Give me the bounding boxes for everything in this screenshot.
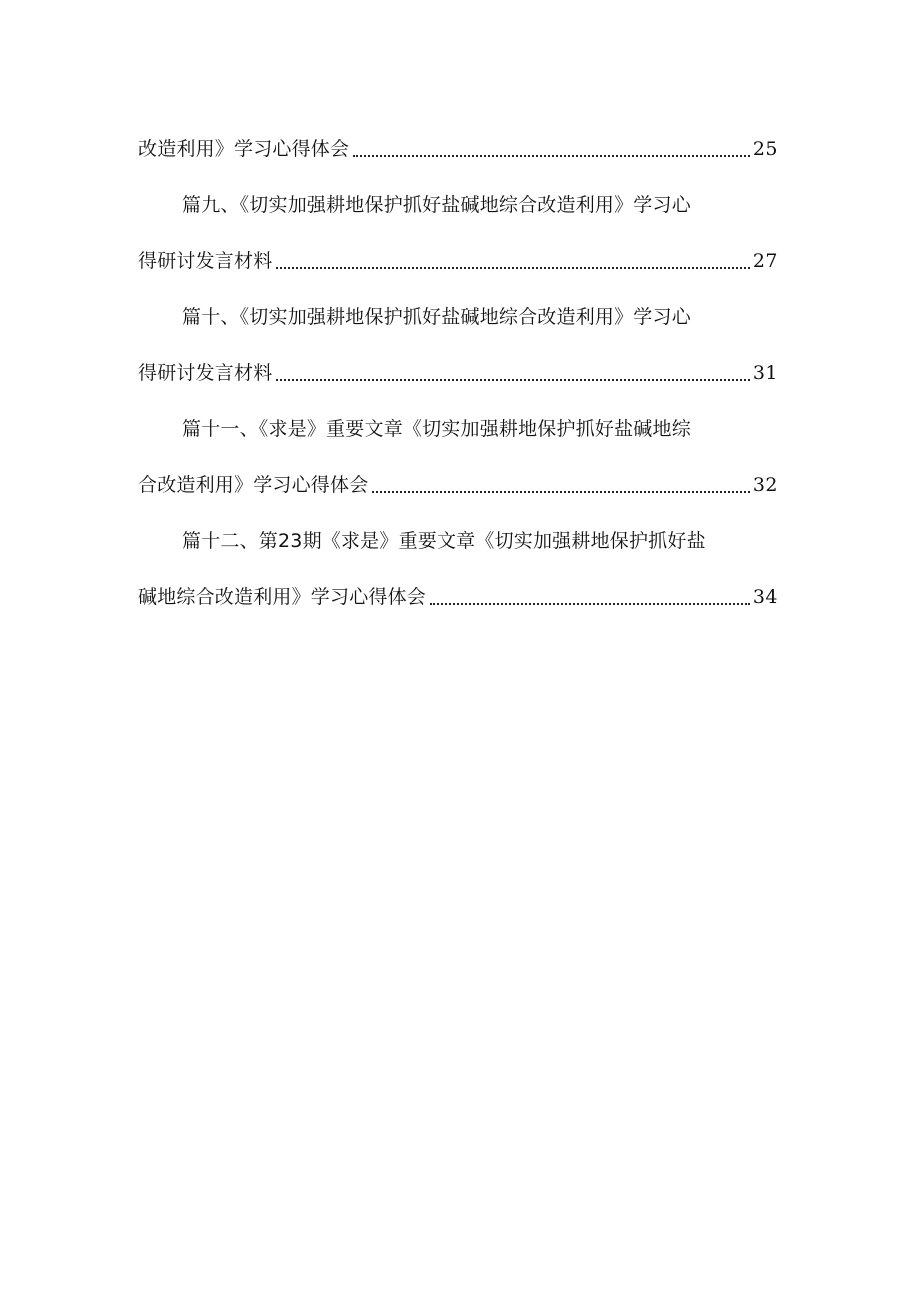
toc-entry-text: 篇九、《切实加强耕地保护抓好盐碱地综合改造利用》学习心 bbox=[182, 194, 691, 216]
toc-dot-leader bbox=[276, 358, 749, 388]
toc-page-number: 34 bbox=[752, 586, 778, 608]
toc-entry-12-title[interactable] bbox=[182, 526, 782, 556]
toc-dot-leader bbox=[353, 134, 750, 164]
toc-page-number: 27 bbox=[752, 250, 778, 272]
toc-entry-9-title[interactable] bbox=[182, 190, 782, 220]
toc-entry-10[interactable] bbox=[138, 358, 778, 388]
toc-entry-text: 篇十、《切实加强耕地保护抓好盐碱地综合改造利用》学习心 bbox=[182, 306, 691, 328]
toc-entry-10-title[interactable] bbox=[182, 302, 782, 332]
toc-entry-12[interactable] bbox=[138, 582, 778, 612]
toc-entry-text: 得研讨发言材料 bbox=[138, 250, 273, 272]
toc-dot-leader bbox=[276, 246, 749, 276]
toc-page-number: 25 bbox=[752, 138, 778, 160]
toc-page-number: 31 bbox=[752, 362, 778, 384]
toc-entry-11[interactable] bbox=[138, 470, 778, 500]
toc-entry-text: 碱地综合改造利用》学习心得体会 bbox=[138, 586, 427, 608]
toc-dot-leader bbox=[372, 470, 749, 500]
toc-entry-text: 合改造利用》学习心得体会 bbox=[138, 474, 369, 496]
toc-entry-continuation[interactable] bbox=[138, 134, 778, 164]
toc-entry-9[interactable] bbox=[138, 246, 778, 276]
toc-page-number: 32 bbox=[752, 474, 778, 496]
toc-dot-leader bbox=[430, 582, 750, 612]
toc-entry-text: 得研讨发言材料 bbox=[138, 362, 273, 384]
toc-entry-text: 篇十二、第23期《求是》重要文章《切实加强耕地保护抓好盐 bbox=[182, 530, 706, 552]
toc-entry-text: 改造利用》学习心得体会 bbox=[138, 138, 350, 160]
toc-entry-11-title[interactable] bbox=[182, 414, 782, 444]
toc-entry-text: 篇十一、《求是》重要文章《切实加强耕地保护抓好盐碱地综 bbox=[182, 418, 691, 440]
